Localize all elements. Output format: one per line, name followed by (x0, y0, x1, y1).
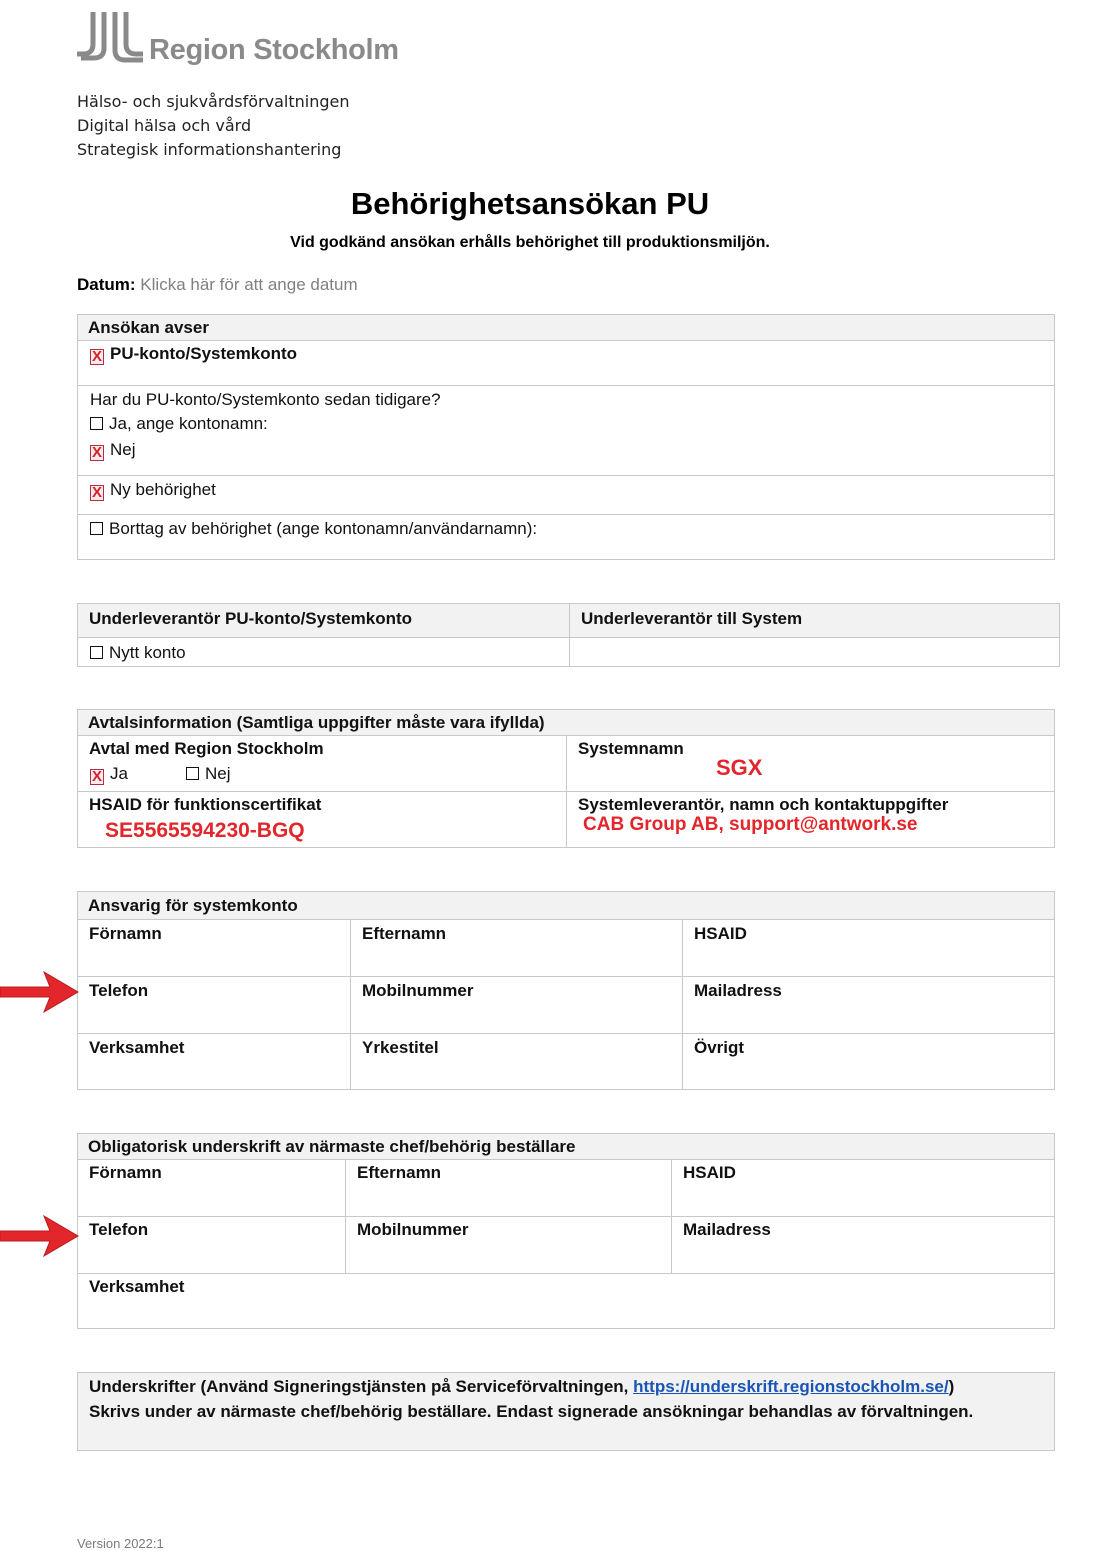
checkbox-unchecked-icon[interactable] (90, 646, 103, 659)
manager-phone-label: Telefon (89, 1220, 149, 1239)
new-permission-label: Ny behörighet (110, 480, 216, 499)
region-stockholm-logo (77, 10, 407, 70)
responsible-email-label: Mailadress (694, 981, 782, 1000)
checkbox-checked-icon[interactable]: X (91, 484, 102, 501)
vendor-label: Systemleverantör, namn och kontaktuppgifter (578, 795, 949, 814)
existing-account-question: Har du PU-konto/Systemkonto sedan tidigare? (90, 390, 441, 409)
signatures-line-2: Skrivs under av närmaste chef/behörig beställare. Endast signerade ansökningar behandlas av förvaltningen. (89, 1402, 974, 1421)
removal-option[interactable] (90, 519, 537, 539)
agreement-header (78, 710, 1054, 736)
manager-table (77, 1133, 1055, 1329)
new-account-option[interactable] (90, 643, 186, 663)
application-header (78, 315, 1054, 341)
logo-text: Region Stockholm (149, 34, 399, 66)
red-arrow-icon (0, 968, 80, 1018)
manager-header (78, 1134, 1054, 1160)
manager-mobile-label: Mobilnummer (357, 1220, 469, 1239)
agreement-header-text: Avtalsinformation (Samtliga uppgifter måste vara ifyllda) (88, 713, 545, 732)
checkbox-unchecked-icon[interactable] (186, 767, 199, 780)
page-title: Behörighetsansökan PU (350, 186, 710, 221)
new-permission-option[interactable] (90, 480, 216, 500)
manager-first-name-label: Förnamn (89, 1163, 162, 1182)
pu-account-option[interactable] (90, 344, 297, 364)
manager-email-label: Mailadress (683, 1220, 771, 1239)
responsible-header (78, 892, 1054, 920)
date-input[interactable]: Klicka här för att ange datum (140, 275, 358, 294)
agreement-table (77, 709, 1055, 848)
red-arrow-icon (0, 1212, 80, 1262)
application-header-text: Ansökan avser (88, 318, 209, 337)
page-subtitle: Vid godkänd ansökan erhålls behörighet till produktionsmiljön. (290, 234, 770, 251)
checkbox-checked-icon[interactable]: X (91, 768, 102, 785)
version-label: Version 2022:1 (77, 1536, 164, 1551)
responsible-other-label: Övrigt (694, 1038, 745, 1057)
yes-option-label: Ja, ange kontonamn: (109, 414, 268, 433)
responsible-header-text: Ansvarig för systemkonto (88, 896, 298, 915)
responsible-job-title-label: Yrkestitel (362, 1038, 439, 1057)
no-option[interactable] (90, 440, 136, 460)
hsaid-label: HSAID för funktionscertifikat (89, 795, 322, 814)
subcontractor-system-header: Underleverantör till System (581, 609, 803, 628)
date-row (77, 275, 358, 295)
checkbox-unchecked-icon[interactable] (90, 417, 103, 430)
checkbox-checked-icon[interactable]: X (91, 348, 102, 365)
region-logo-icon (77, 10, 145, 64)
department-info (77, 90, 349, 162)
department-line-3: Strategisk informationshantering (77, 140, 342, 159)
department-line-2: Digital hälsa och vård (77, 116, 252, 135)
system-name-label: Systemnamn (578, 739, 684, 758)
department-line-1: Hälso- och sjukvårdsförvaltningen (77, 92, 350, 111)
subcontractor-pu-header: Underleverantör PU-konto/Systemkonto (89, 609, 413, 628)
manager-business-label: Verksamhet (89, 1277, 185, 1296)
manager-header-text: Obligatorisk underskrift av närmaste chef/behörig beställare (88, 1137, 576, 1156)
system-name-value[interactable]: SGX (716, 755, 763, 780)
responsible-table (77, 891, 1055, 1090)
contract-yes-label: Ja (110, 764, 128, 783)
responsible-hsaid-label: HSAID (694, 924, 747, 943)
signatures-line-1-text: Underskrifter (Använd Signeringstjänsten på Serviceförvaltningen, (89, 1377, 634, 1396)
manager-last-name-label: Efternamn (357, 1163, 442, 1182)
no-option-label: Nej (110, 440, 136, 459)
hsaid-value[interactable]: SE5565594230-BGQ (105, 819, 305, 842)
contract-no-option[interactable] (186, 764, 231, 784)
yes-option[interactable] (90, 414, 268, 434)
responsible-business-label: Verksamhet (89, 1038, 185, 1057)
application-table (77, 314, 1055, 560)
contract-no-label: Nej (205, 764, 231, 783)
signatures-box (77, 1372, 1055, 1451)
signature-service-link[interactable]: https://underskrift.regionstockholm.se/ (633, 1377, 949, 1396)
responsible-first-name-label: Förnamn (89, 924, 162, 943)
contract-yes-option[interactable] (90, 764, 128, 784)
contract-label: Avtal med Region Stockholm (89, 739, 324, 758)
responsible-last-name-label: Efternamn (362, 924, 447, 943)
checkbox-checked-icon[interactable]: X (91, 444, 102, 461)
signatures-line-1 (89, 1377, 954, 1397)
signatures-line-1-suffix: ) (948, 1377, 955, 1396)
vendor-value[interactable]: CAB Group AB, support@antwork.se (583, 814, 918, 835)
subcontractor-table (77, 603, 1060, 667)
manager-hsaid-label: HSAID (683, 1163, 736, 1182)
new-account-label: Nytt konto (109, 643, 186, 662)
removal-label: Borttag av behörighet (ange kontonamn/användarnamn): (109, 519, 538, 538)
responsible-mobile-label: Mobilnummer (362, 981, 474, 1000)
responsible-phone-label: Telefon (89, 981, 149, 1000)
pu-account-label: PU-konto/Systemkonto (110, 344, 298, 363)
checkbox-unchecked-icon[interactable] (90, 522, 103, 535)
date-label: Datum: (77, 275, 136, 294)
